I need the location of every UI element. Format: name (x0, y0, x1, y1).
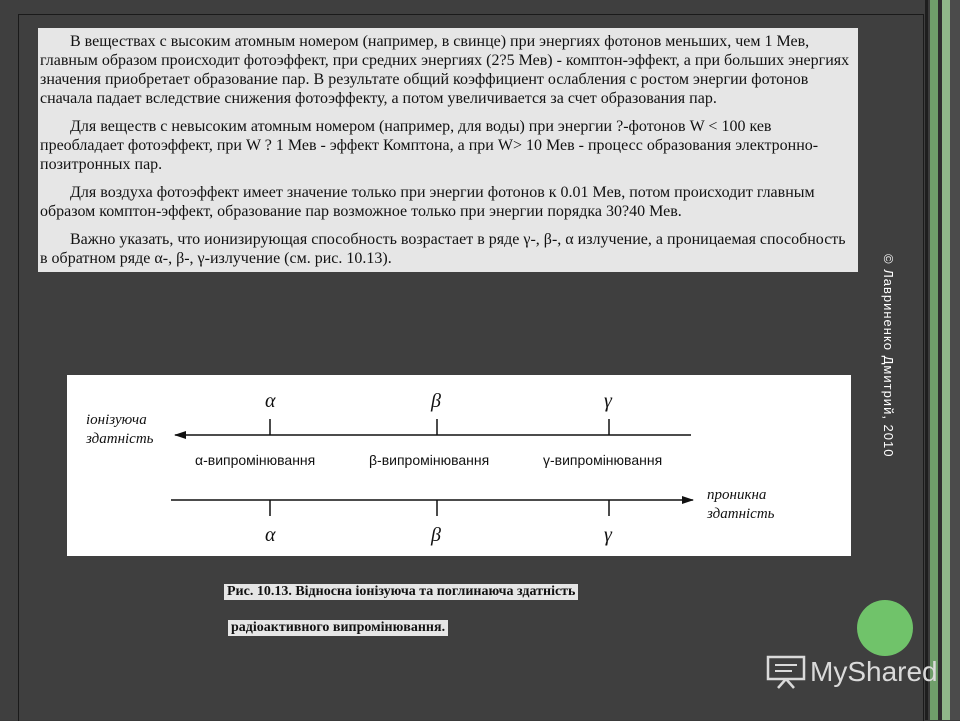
paragraph-2: Для веществ с невысоким атомным номером (например, для воды) при энергии ?-фотонов W < 100 кев преобладает фотоэффект, при W ? 1 Мев - эффект Комптона, а при W> 10 Мев - процесс образования электронно-позитронных пар. (40, 118, 819, 173)
presentation-icon (766, 655, 806, 689)
gamma-radiation-label: γ-випромінювання (543, 452, 663, 468)
beta-radiation-label: β-випромінювання (369, 452, 490, 468)
decor-stripe (950, 0, 960, 720)
penetrating-label-2: здатність (707, 506, 775, 522)
alpha-top: α (265, 390, 276, 412)
vertical-credit: © Лавриненко Дмитрий, 2010 (881, 254, 896, 458)
alpha-radiation-label: α-випромінювання (195, 452, 316, 468)
penetrating-label-1: проникна (707, 487, 767, 503)
beta-top: β (431, 390, 441, 412)
alpha-bottom: α (265, 524, 276, 546)
decor-stripe (942, 0, 950, 720)
ionizing-label-1: іонізуюча (86, 412, 147, 428)
figure (67, 375, 851, 556)
paragraph-4: Важно указать, что ионизирующая способность возрастает в ряде γ-, β-, α излучение, а проницаемая способность в обратном ряде α-, β-, γ-излучение (см. рис. 10.13). (40, 231, 846, 267)
gamma-top: γ (604, 390, 612, 412)
decor-circle (857, 600, 913, 656)
radiation-diagram (67, 375, 851, 556)
watermark-logo (766, 655, 938, 689)
ionizing-label-2: здатність (86, 431, 154, 447)
beta-bottom: β (431, 524, 441, 546)
decor-stripe (930, 0, 938, 720)
paragraph-3: Для воздуха фотоэффект имеет значение только при энергии фотонов к 0.01 Мев, потом происходит главным образом комптон-эффект, образование пар возможное только при энергии порядка 30?40 Мев. (40, 184, 815, 220)
watermark-text: MyShared (810, 656, 938, 687)
figure-caption-line2: радіоактивного випромінювання. (228, 620, 448, 636)
body-text (38, 28, 858, 272)
gamma-bottom: γ (604, 524, 612, 546)
figure-caption-line1: Рис. 10.13. Відносна іонізуюча та поглинаюча здатність (224, 584, 578, 600)
paragraph-1: В веществах с высоким атомным номером (например, в свинце) при энергиях фотонов меньших, чем 1 Мев, главным образом происходит фотоэффект, при средних энергиях (2?5 Мев) - комптон-эффект, а при больших энергиях значения приобретает образование пар. В результате общий коэффициент ослабления с ростом энергии фотонов сначала падает вследствие снижения фотоэффекту, а потом увеличивается за счет образования пар. (40, 33, 850, 107)
